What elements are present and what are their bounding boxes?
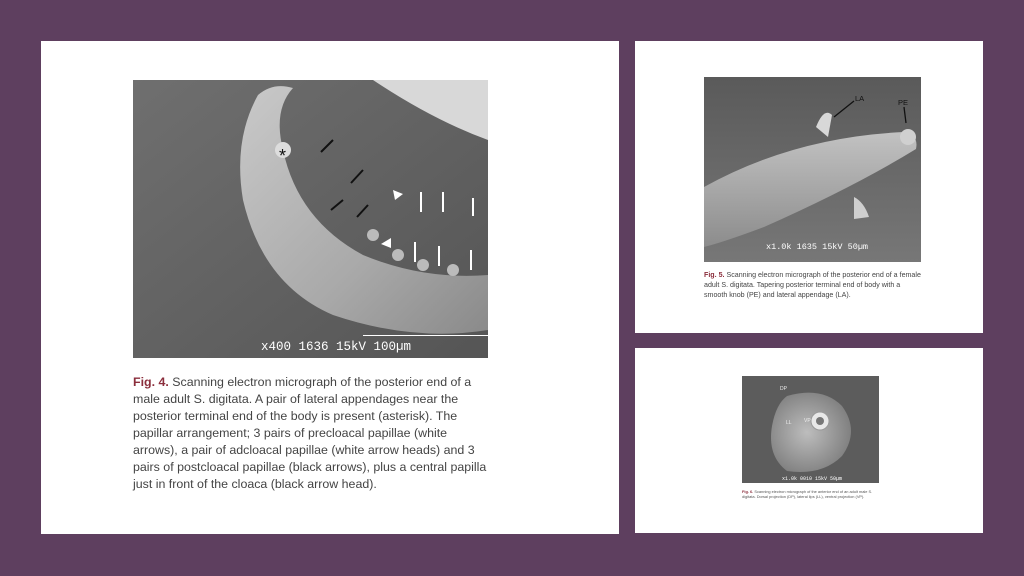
fig4-caption-text: Scanning electron micrograph of the posterior end of a male adult S. digitata. A pair of lateral appendages near the posterior terminal end of the body is present (asterisk). The papillar arrangement; 3 pairs of precloacal papillae (white arrows), a pair of adcloacal papillae (white arrow heads) and 3 pairs of postcloacal papillae (black arrows), plus a central papilla just in front of the cloaca (black arrow head). bbox=[133, 375, 487, 491]
fig5-caption-text: Scanning electron micrograph of the posterior end of a female adult S. digitata. Tapering posterior terminal end of body with a smooth knob (PE) and lateral appendage (LA). bbox=[704, 271, 921, 299]
fig6-image-readout: x1.0k 0010 15kV 50µm bbox=[782, 476, 843, 482]
fig6-ll-marker: LL bbox=[786, 420, 792, 426]
fig6-caption bbox=[742, 489, 882, 500]
fig6-dp-marker: DP bbox=[780, 386, 787, 392]
fig5-image-readout: x1.0k 1635 15kV 50µm bbox=[766, 242, 869, 252]
figure-5-panel bbox=[635, 41, 983, 333]
figure-4-panel bbox=[41, 41, 619, 534]
fig4-caption bbox=[133, 374, 493, 493]
fig6-caption-text: Scanning electron micrograph of the anterior end of an adult male S. digitata. Dorsal projection (DP), lateral lips (LL), ventral projection (VP). bbox=[742, 489, 873, 500]
fig5-label: Fig. 5. bbox=[704, 271, 725, 279]
fig4-micrograph bbox=[133, 80, 488, 358]
fig6-label: Fig. 6. bbox=[742, 489, 754, 494]
fig4-asterisk-marker: * bbox=[279, 146, 287, 166]
fig5-micrograph bbox=[704, 77, 921, 262]
fig5-la-marker: LA bbox=[855, 94, 865, 103]
fig5-caption bbox=[704, 270, 924, 300]
fig6-vp-marker: VP bbox=[804, 418, 811, 424]
fig5-pe-marker: PE bbox=[898, 98, 909, 107]
figure-6-panel bbox=[635, 348, 983, 533]
fig4-label: Fig. 4. bbox=[133, 375, 169, 389]
fig6-micrograph bbox=[742, 376, 879, 483]
fig4-image-readout: x400 1636 15kV 100µm bbox=[261, 340, 412, 354]
